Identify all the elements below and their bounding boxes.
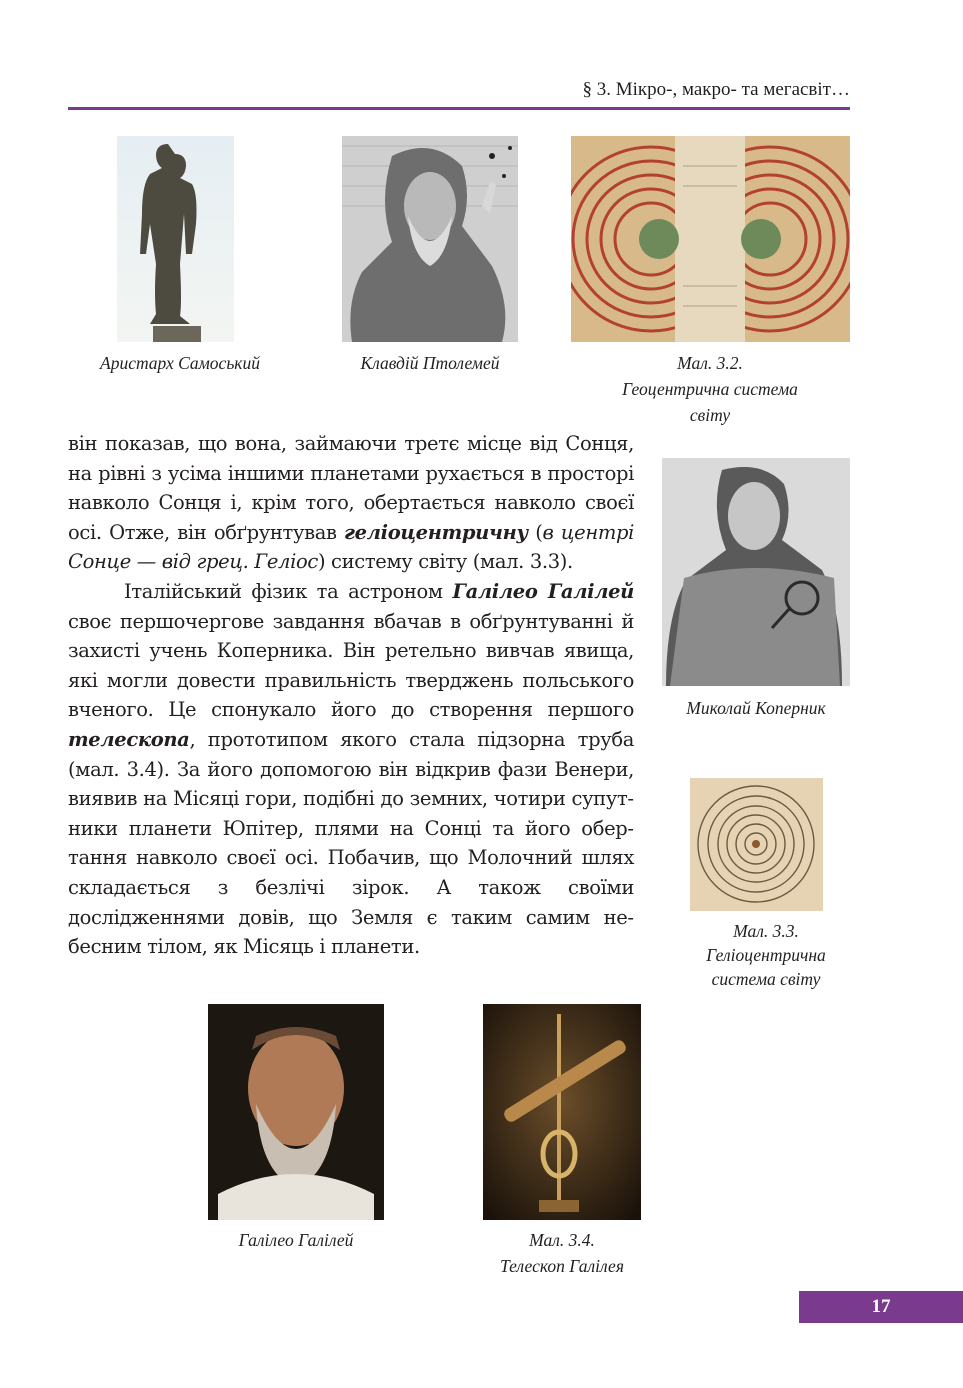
header-rule — [68, 107, 850, 110]
caption-heliocentric: Мал. 3.3. Геліоцентрична система світу — [706, 921, 826, 989]
figure-ptolemy-portrait — [342, 136, 518, 342]
figure-geocentric-system — [571, 136, 850, 342]
term-heliocentric: геліоцентричну — [344, 520, 528, 544]
figure-copernicus-portrait — [662, 458, 850, 686]
caption-telescope: Мал. 3.4. Телескоп Галілея — [500, 1230, 624, 1276]
figure-aristarchus-statue — [117, 136, 234, 342]
page-number: 17 — [799, 1291, 963, 1323]
caption-aristarchus: Аристарх Самоський — [100, 353, 260, 373]
paragraph-heliocentric: він показав, що вона, займаючи третє місце від Сонця, на рівні з усіма іншими планетами рухається в просторі навколо Сонця і, крім того, обертається навколо своєї осі. Отже, він обґрунтував геліоцентричну (в центрі Сонце — від грец. Геліос) систему світу (мал. 3.3). — [68, 432, 635, 574]
figure-galileo-portrait — [208, 1004, 384, 1220]
caption-geocentric: Мал. 3.2. Геоцентрична система світу — [622, 353, 798, 425]
term-telescope: телескопа — [68, 727, 190, 751]
paragraph-galileo: Італійський фізик та астроном Галілео Галілей своє першочергове завдання вбачав в обґрунтуванні й захисті учень Коперника. Він ретельно вивчав явища, які могли довести правильність тверджень польського вченого. Це спонукало його до створення першого телескопа, прототипом якого стала підзорна труба (мал. 3.4). За його допомогою він відкрив фази Венери, виявив на Місяці гори, подібні до земних, чотири супутники планети Юпітер, плями на Сонці та його обертання навколо своєї осі. Побачив, що Молочний шлях складається з безлічі зірок. А також своїми дослідженнями довів, що Земля є таким самим небесним тілом, як Місяць і планети. — [68, 579, 635, 959]
caption-copernicus: Миколай Коперник — [686, 698, 826, 718]
running-header: § 3. Мікро-, макро- та мегасвіт… — [582, 79, 850, 100]
figure-galileo-telescope — [483, 1004, 641, 1220]
caption-galileo: Галілео Галілей — [238, 1230, 354, 1250]
caption-ptolemy: Клавдій Птолемей — [360, 353, 500, 373]
body-text-column-top — [68, 429, 634, 962]
etymology-note: в центрі Сонце — від грец. Геліос — [68, 520, 635, 574]
figure-heliocentric-system — [690, 778, 823, 911]
term-galileo: Галілео Галілей — [452, 579, 635, 603]
